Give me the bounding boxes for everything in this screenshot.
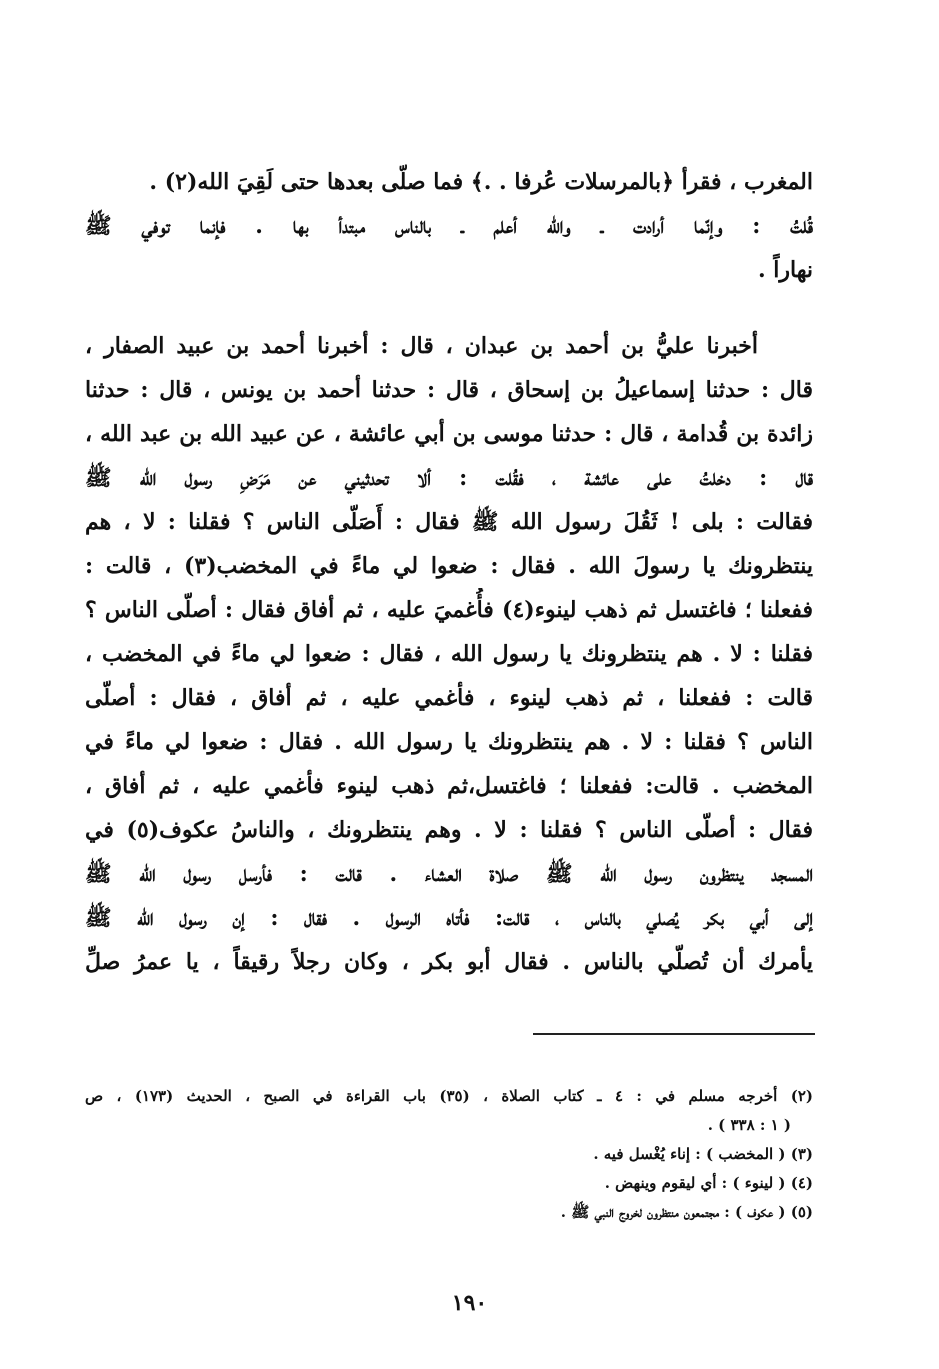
- text-line: ينتظرونك يا رسولَ الله . فقال : ضعوا لي ماءً في المخضب(٣) ، قالت :: [85, 553, 813, 579]
- text-line: قالت : ففعلنا ، ثم ذهب لينوء ، فأغمي عليه ، ثم أفاق ، فقال : أصلّى: [85, 685, 813, 711]
- text-line: نهاراً .: [757, 257, 813, 283]
- main-text: [85, 160, 813, 984]
- footnote-line: (٢) أخرجه مسلم في : ٤ ـ كتاب الصلاة ، (٣٥) باب القراءة في الصبح ، الحديث (١٧٣) ، ص: [85, 1087, 813, 1105]
- text-line: فقالت : بلى ! ثَقُلَ رسول الله ﷺ فقال : أَصَلّى الناس ؟ فقلنا : لا ، هم: [85, 509, 813, 535]
- text-line: يأمرك أن تُصلّي بالناس . فقال أبو بكر ، وكان رجلاً رقيقاً ، يا عمرُ صلِّ: [85, 949, 813, 975]
- text-line: المسجد ينتظرون رسول الله ﷺ صلاة العشاء . قالت : فأرسل رسول الله ﷺ: [85, 861, 813, 887]
- footnote-line: ( ١ : ٣٣٨ ) .: [707, 1116, 791, 1134]
- text-line: المخضب . قالت: ففعلنا ؛ فاغتسل،ثم ذهب لينوء فأغمي عليه ، ثم أفاق ،: [85, 773, 813, 799]
- paragraph-gap: [85, 292, 813, 324]
- page-number: ١٩٠: [451, 1290, 488, 1316]
- text-line: قال : دخلتُ على عائشة ، فقُلت : ألا تحدثيني عن مَرَضِ رسول الله ﷺ: [85, 465, 813, 491]
- text-line: المغرب ، فقرأ ﴿بالمرسلات عُرفا . .﴾ فما صلّى بعدها حتى لَقِيَ الله(٢) .: [149, 169, 813, 195]
- footnote-line: (٥) ( عكوف ) : مجتمعون منتظرون لخروج النبي ﷺ .: [560, 1203, 813, 1221]
- text-line: الناس ؟ فقلنا : لا . هم ينتظرونك يا رسول الله . فقال : ضعوا لي ماءً في: [85, 729, 813, 755]
- text-line: قُلتُ : وإنّما أرادت ـ والله أعلم ـ بالناس مبتدأ بها . فإنما توفي ﷺ: [85, 213, 813, 239]
- text-line: ففعلنا ؛ فاغتسل ثم ذهب لينوء(٤) فأُغميَ عليه ، ثم أفاق فقال : أصلّى الناس ؟: [85, 597, 813, 623]
- text-line: زائدة بن قُدامة ، قال : حدثنا موسى بن أبي عائشة ، عن عبيد الله بن عبد الله ،: [85, 421, 813, 447]
- footnote-line: (٣) ( المخضب ) : إناء يُغْسل فيه .: [593, 1145, 813, 1163]
- text-line: فقال : أصلّى الناس ؟ فقلنا : لا . وهم ينتظرونك ، والناسُ عكوف(٥) في: [85, 817, 813, 843]
- text-line: قال : حدثنا إسماعيلُ بن إسحاق ، قال : حدثنا أحمد بن يونس ، قال : حدثنا: [85, 377, 813, 403]
- text-line: فقلنا : لا . هم ينتظرونك يا رسول الله ، فقال : ضعوا لي ماءً في المخضب ،: [85, 641, 813, 667]
- footnotes: [85, 1082, 813, 1227]
- footnote-line: (٤) ( لينوء ) : أي ليقوم وينهض .: [604, 1174, 813, 1192]
- text-line: إلى أبي بكر يُصلي بالناس ، قالت: فأتاه الرسول . فقال : إن رسول الله ﷺ: [85, 905, 813, 931]
- footnote-divider: [533, 1033, 815, 1035]
- text-line: أخبرنا عليُّ بن أحمد بن عبدان ، قال : أخبرنا أحمد بن عبيد الصفار ،: [85, 333, 758, 359]
